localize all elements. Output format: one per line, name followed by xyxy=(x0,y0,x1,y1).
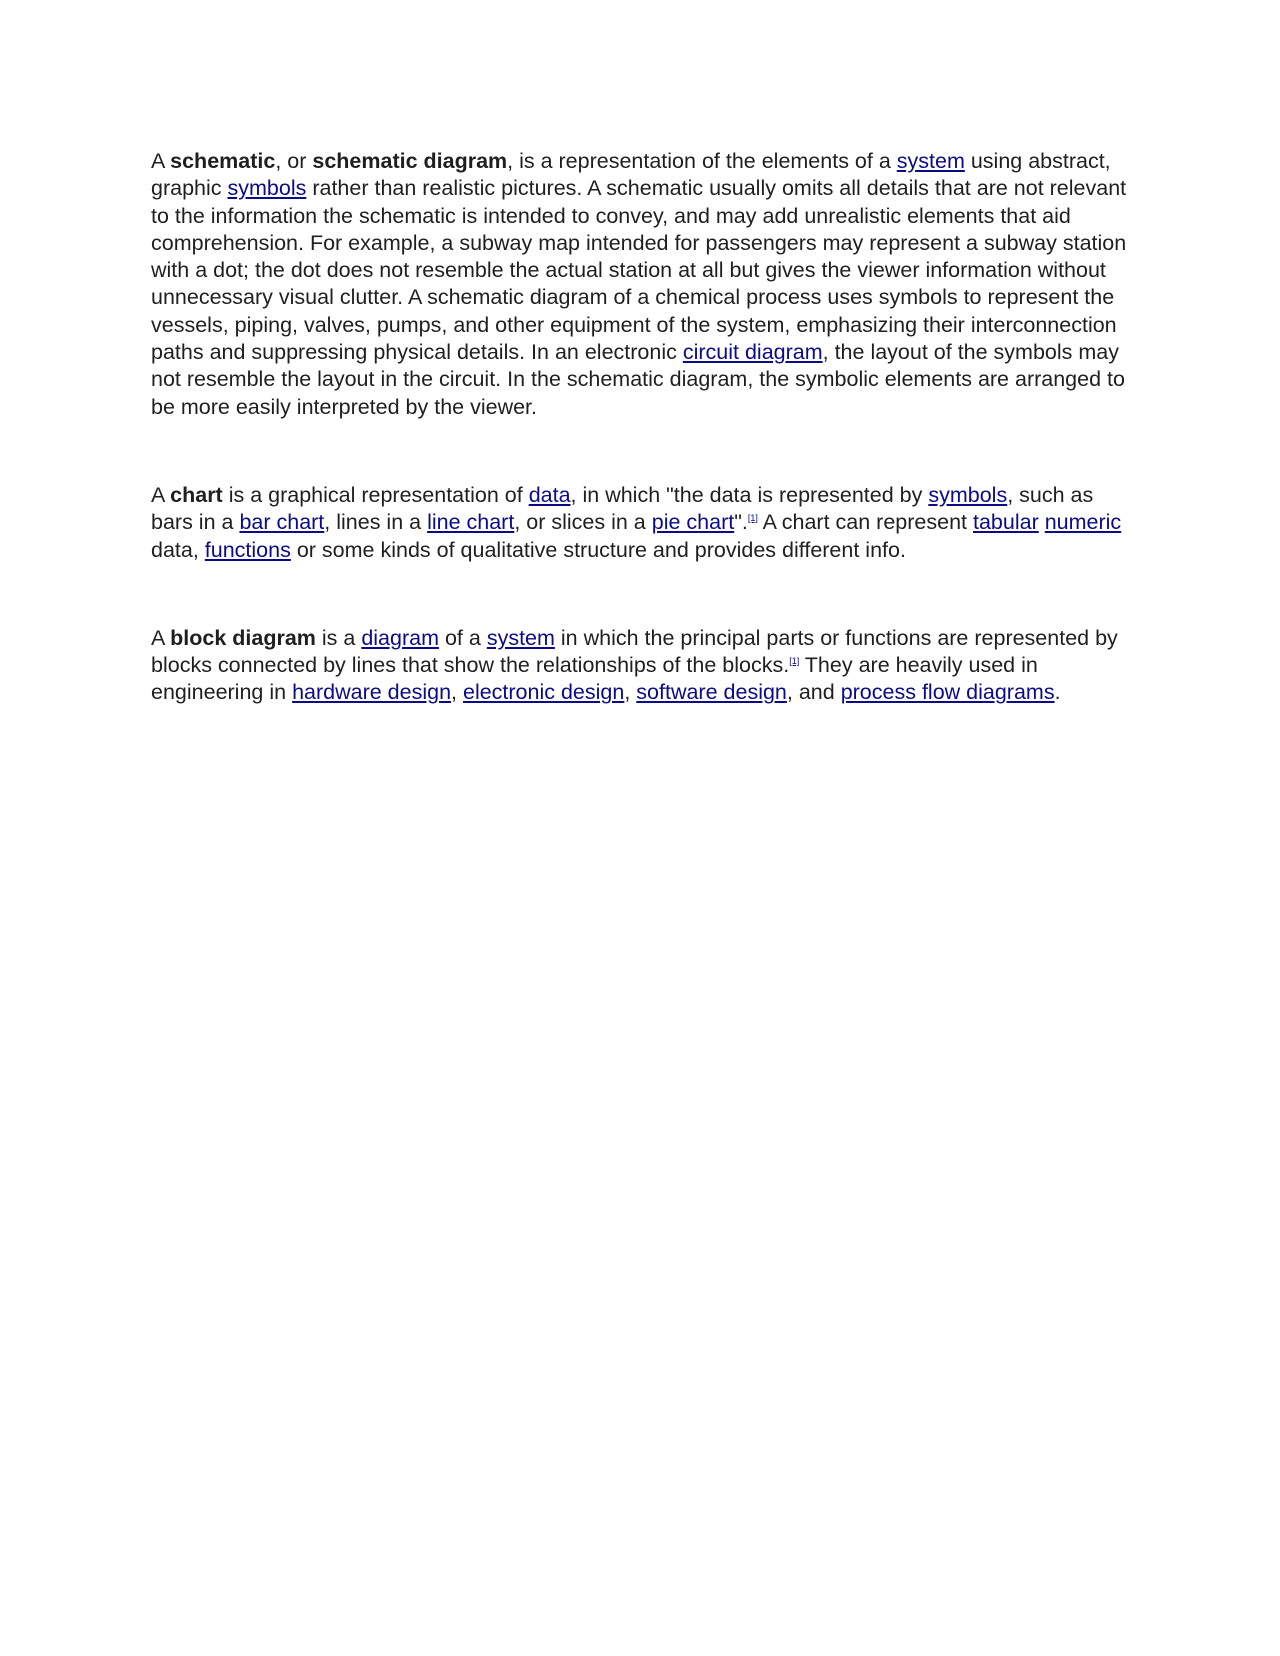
text-segment: , is a representation of the elements of a xyxy=(507,149,897,173)
link-numeric[interactable]: numeric xyxy=(1044,510,1122,535)
link-symbols[interactable]: symbols xyxy=(227,176,307,201)
text-segment: A xyxy=(151,482,171,507)
reference-superscript xyxy=(748,513,758,523)
paragraph-block-diagram xyxy=(151,625,1141,707)
bold-term-schematic: schematic xyxy=(170,149,276,173)
link-system[interactable]: system xyxy=(896,149,965,173)
text-segment: , xyxy=(451,680,463,705)
text-segment: rather than realistic pictures. A schematic usually omits all details that are not relevant to the information the schematic is intended to convey, and may add unrealistic elements that aid comprehension. For example, a subway map intended for passengers may represent a subway station with a dot; the dot does not resemble the actual station at all but gives the viewer information without unnecessary visual clutter. A schematic diagram of a chemical process uses symbols to represent the vessels, piping, valves, pumps, and other equipment of the system, emphasizing their interconnection paths and suppressing physical details. In an electronic xyxy=(151,176,1127,365)
text-segment: or some kinds of qualitative structure and provides different info. xyxy=(290,537,906,562)
text-segment: , or xyxy=(275,149,313,173)
link-electronic-design[interactable]: electronic design xyxy=(462,680,625,705)
link-process-flow-diagrams[interactable]: process flow diagrams xyxy=(840,680,1055,705)
link-line-chart[interactable]: line chart xyxy=(427,510,515,535)
text-segment: , in which "the data is represented by xyxy=(570,482,929,507)
text-segment: is a xyxy=(315,625,362,650)
text-segment: , or slices in a xyxy=(514,510,652,535)
link-circuit-diagram[interactable]: circuit diagram xyxy=(682,340,823,365)
link-hardware-design[interactable]: hardware design xyxy=(292,680,452,705)
text-segment: A xyxy=(151,625,171,650)
text-segment: of a xyxy=(439,625,487,650)
text-segment: . xyxy=(1054,680,1061,705)
text-segment: ". xyxy=(734,510,748,535)
text-segment: , xyxy=(624,680,637,705)
text-segment: A xyxy=(151,149,171,173)
bold-term-schematic-diagram: schematic diagram xyxy=(312,149,508,173)
bold-term-block-diagram: block diagram xyxy=(170,625,316,650)
link-pie-chart[interactable]: pie chart xyxy=(651,510,735,535)
link-symbols[interactable]: symbols xyxy=(928,482,1008,507)
link-bar-chart[interactable]: bar chart xyxy=(239,510,325,535)
text-segment: , and xyxy=(786,680,841,705)
document-page xyxy=(151,148,1141,707)
link-functions[interactable]: functions xyxy=(204,537,291,562)
text-segment: , the layout of the symbols may not resemble the layout in the circuit. In the schematic diagram, the symbolic elements are arranged to be more easily interpreted by the viewer. xyxy=(151,340,1125,419)
link-software-design[interactable]: software design xyxy=(636,680,787,705)
text-segment: data, xyxy=(151,537,205,562)
paragraph-chart xyxy=(151,482,1141,564)
text-segment: , such as bars in a xyxy=(151,482,1094,535)
text-segment: using abstract, graphic xyxy=(151,149,1111,201)
text-segment: in which the principal parts or functions are represented by blocks connected by lines that show the relationships of the blocks. xyxy=(151,625,1118,678)
text-segment: A chart can represent xyxy=(757,510,973,535)
link-data[interactable]: data xyxy=(528,482,571,507)
text-segment: , lines in a xyxy=(324,510,428,535)
link-system[interactable]: system xyxy=(486,625,555,650)
text-segment: They are heavily used in engineering in xyxy=(151,653,1038,705)
reference-link[interactable]: [1] xyxy=(789,656,800,667)
paragraph-schematic xyxy=(151,148,1141,421)
text-segment: is a graphical representation of xyxy=(222,482,529,507)
link-diagram[interactable]: diagram xyxy=(361,625,439,650)
bold-term-chart: chart xyxy=(170,482,223,507)
link-tabular[interactable]: tabular xyxy=(972,510,1039,535)
reference-superscript xyxy=(789,656,799,666)
reference-link[interactable]: [1] xyxy=(747,513,758,524)
